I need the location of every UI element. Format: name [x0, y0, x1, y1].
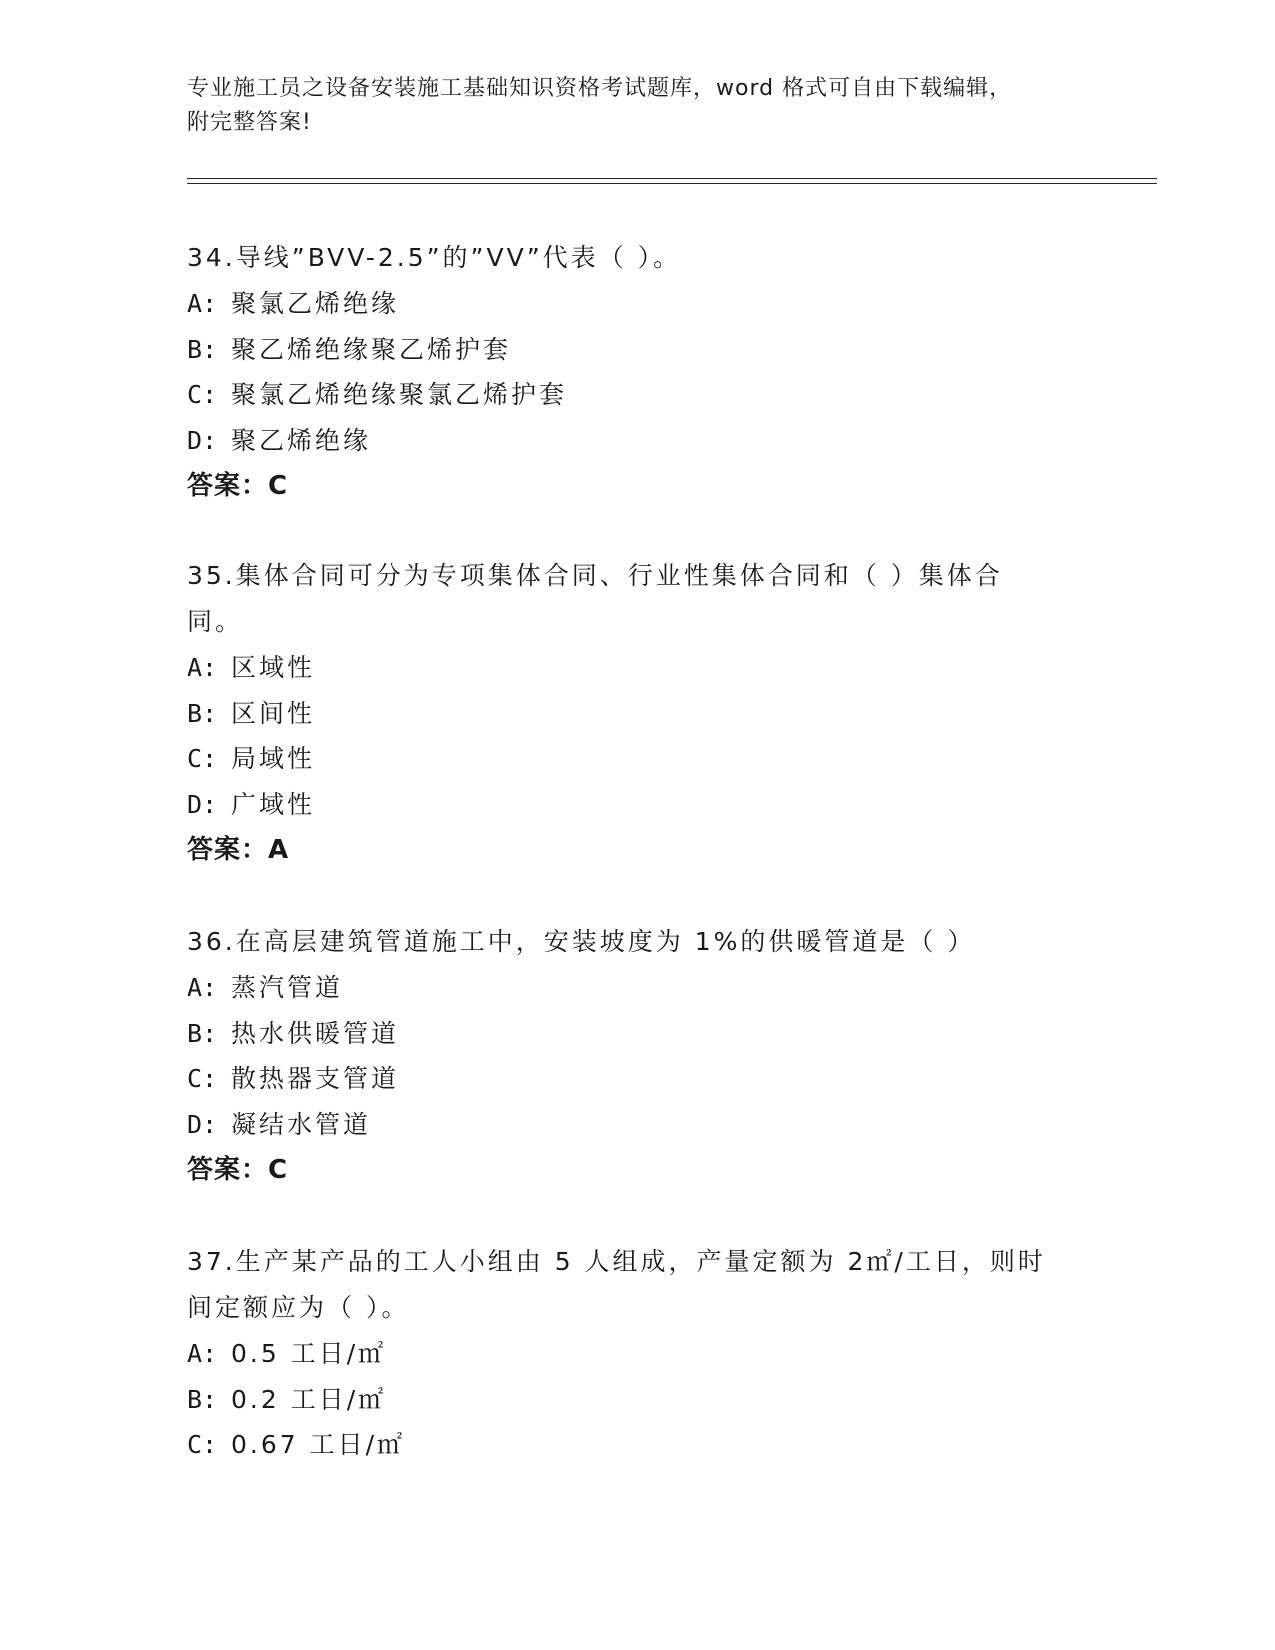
header-divider-bottom	[187, 183, 1157, 184]
header-divider-top	[187, 178, 1157, 179]
option-key: B:	[187, 698, 218, 728]
option-b	[187, 327, 1087, 373]
option-text: 热水供暖管道	[231, 1018, 400, 1048]
question-34	[187, 235, 1087, 509]
option-text: 散热器支管道	[231, 1064, 400, 1093]
option-key: C:	[187, 744, 218, 773]
option-key: B:	[187, 334, 218, 364]
option-text: 蒸汽管道	[231, 973, 344, 1002]
option-key: B:	[187, 1018, 218, 1048]
option-b	[187, 1011, 1087, 1057]
option-d	[187, 782, 1047, 828]
option-key: A:	[187, 973, 218, 1002]
question-stem: 37.生产某产品的工人小组由 5 人组成，产量定额为 2㎡/工日，则时间定额应为（ ）。	[187, 1247, 1046, 1322]
option-text: 区域性	[231, 653, 316, 682]
option-text: 聚乙烯绝缘聚乙烯护套	[231, 334, 512, 364]
option-c	[187, 736, 1047, 782]
option-text: 凝结水管道	[231, 1109, 372, 1139]
question-stem: 36.在高层建筑管道施工中，安装坡度为 1%的供暖管道是（ ）	[187, 927, 976, 956]
option-d	[187, 1102, 1087, 1148]
question-35	[187, 553, 1047, 873]
option-key: A:	[187, 289, 218, 318]
option-key: D:	[187, 1109, 218, 1139]
answer-line: 答案：C	[187, 471, 289, 501]
option-text: 广域性	[231, 789, 316, 819]
option-key: D:	[187, 789, 218, 819]
option-d	[187, 418, 1087, 464]
option-a	[187, 965, 1087, 1011]
option-text: 聚乙烯绝缘	[231, 425, 372, 455]
header-line-2: 附完整答案!	[187, 110, 312, 135]
option-text: 0.2 工日/㎡	[231, 1384, 387, 1414]
option-text: 聚氯乙烯绝缘	[231, 289, 400, 318]
question-37	[187, 1239, 1067, 1468]
option-b	[187, 1377, 1067, 1423]
question-36	[187, 919, 1087, 1193]
option-c	[187, 372, 1087, 418]
question-stem: 35.集体合同可分为专项集体合同、行业性集体合同和（ ）集体合同。	[187, 561, 1003, 636]
option-c	[187, 1056, 1087, 1102]
option-key: D:	[187, 425, 218, 455]
option-key: B:	[187, 1384, 218, 1414]
option-text: 聚氯乙烯绝缘聚氯乙烯护套	[231, 380, 568, 409]
option-text: 0.5 工日/㎡	[231, 1339, 387, 1368]
document-header	[187, 72, 1087, 140]
option-key: A:	[187, 1339, 218, 1368]
option-a	[187, 1331, 1067, 1377]
option-text: 局域性	[231, 744, 316, 773]
option-key: C:	[187, 380, 218, 409]
option-a	[187, 281, 1087, 327]
option-text: 区间性	[231, 698, 316, 728]
header-line-1: 专业施工员之设备安装施工基础知识资格考试题库，word 格式可自由下载编辑，	[187, 76, 1013, 101]
option-key: C:	[187, 1064, 218, 1093]
option-key: C:	[187, 1430, 218, 1459]
answer-line: 答案：A	[187, 835, 290, 865]
option-text: 0.67 工日/㎡	[231, 1430, 406, 1459]
question-stem: 34.导线”BVV-2.5”的”VV”代表（ ）。	[187, 243, 682, 272]
option-b	[187, 691, 1047, 737]
option-key: A:	[187, 653, 218, 682]
answer-line: 答案：C	[187, 1155, 289, 1185]
option-a	[187, 645, 1047, 691]
option-c	[187, 1422, 1067, 1468]
